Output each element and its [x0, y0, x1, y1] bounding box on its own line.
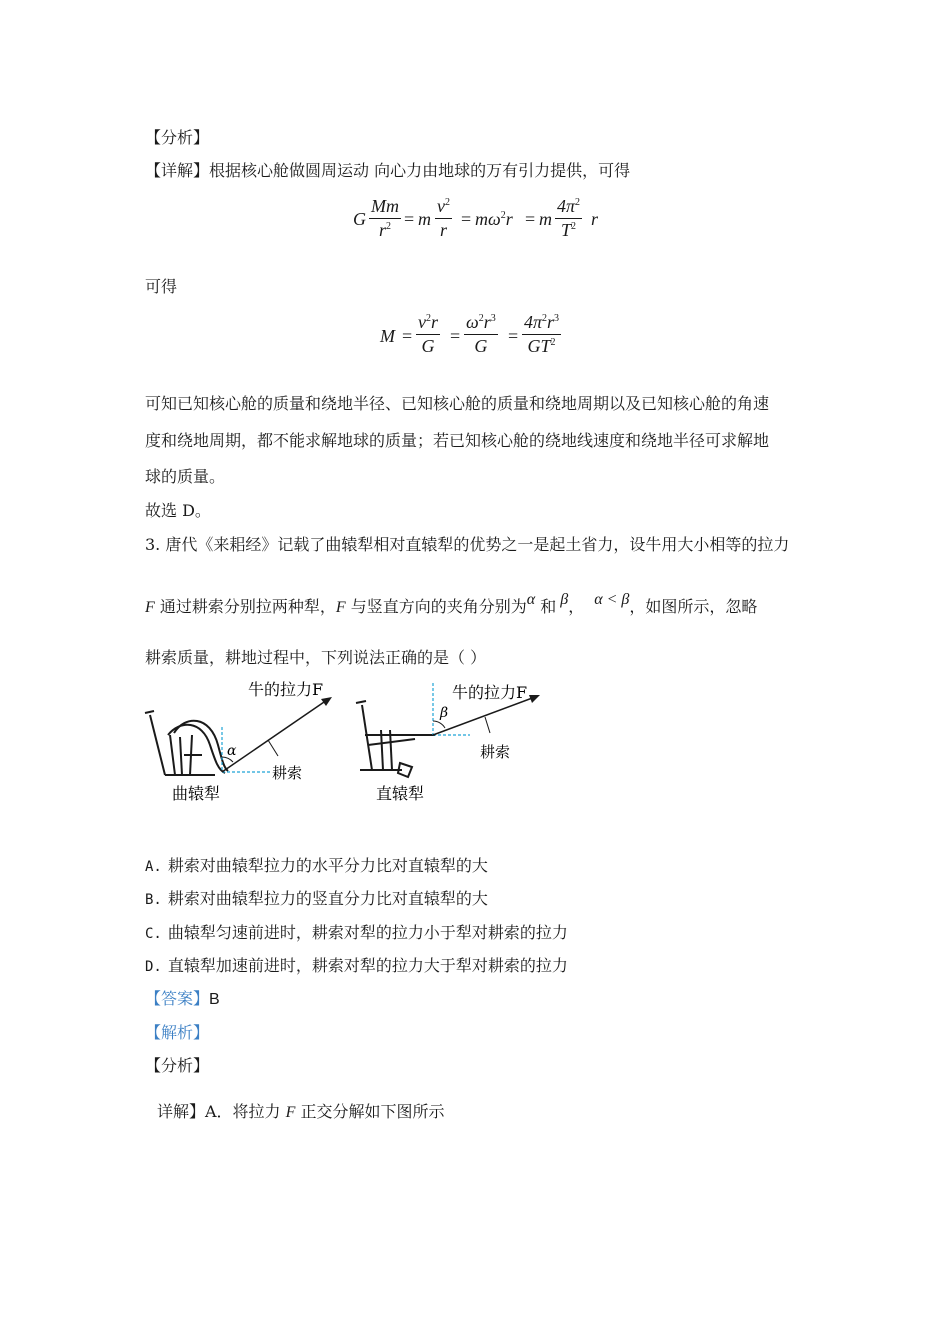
option-b-label: B. — [145, 892, 162, 908]
option-a-label: A. — [145, 859, 162, 875]
option-c-label: C. — [145, 926, 162, 942]
option-b[interactable] — [145, 889, 488, 910]
q-var-f: F — [145, 599, 155, 616]
conclusion-line-1: 可知已知核心舱的质量和绕地半径、已知核心舱的质量和绕地周期以及已知核心舱的角速 — [145, 394, 770, 413]
straight-force-arrow — [433, 697, 535, 735]
kede-text: 可得 — [145, 277, 178, 296]
q-inequality: α < β — [594, 591, 630, 608]
question-line-2 — [145, 591, 758, 618]
conclusion-line-2: 度和绕地周期，都不能求解地球的质量；若已知核心舱的绕地线速度和绕地半径可求解地 — [145, 431, 770, 450]
option-c[interactable] — [145, 923, 568, 944]
q-text-he: 和 — [535, 597, 557, 616]
question-line-3: 耕索质量，耕地过程中，下列说法正确的是（ ） — [145, 648, 487, 667]
analysis-tag: 【分析】 — [145, 128, 210, 147]
q-beta: β — [560, 591, 569, 608]
plough-figure — [140, 675, 570, 810]
straight-arrowhead — [529, 695, 540, 703]
final-text-b: 正交分解如下图所示 — [295, 1102, 445, 1121]
final-detail-line — [157, 1102, 445, 1123]
beta-arc — [433, 721, 445, 728]
q-text-b: 通过耕索分别拉两种犁， — [154, 597, 336, 616]
final-var-f: F — [285, 1104, 296, 1121]
question-line-1: 3. 唐代《来耜经》记载了曲辕犁相对直辕犁的优势之一是起土省力，设牛用大小相等的拉力 — [145, 535, 790, 554]
curved-angle-label: α — [227, 743, 237, 759]
option-c-text: 曲辕犁匀速前进时，耕索对犁的拉力小于犁对耕索的拉力 — [167, 923, 568, 942]
answer-tag: 【答案】 — [145, 989, 210, 1008]
option-a-text: 耕索对曲辕犁拉力的水平分力比对直辕犁的大 — [167, 856, 488, 875]
option-d-text: 直辕犁加速前进时，耕索对犁的拉力大于犁对耕索的拉力 — [167, 956, 568, 975]
jiexi-tag: 【解析】 — [145, 1023, 210, 1042]
curved-plough-drawing — [145, 711, 228, 775]
analysis-tag-2: 【分析】 — [145, 1056, 210, 1075]
detail-line — [145, 161, 630, 181]
option-d[interactable] — [145, 956, 568, 977]
straight-rope-leader — [485, 717, 490, 733]
q-alpha: α — [526, 591, 536, 608]
q-text-e: ，如图所示，忽略 — [629, 597, 758, 616]
answer-value: B — [209, 991, 220, 1008]
curved-force-label: 牛的拉力F — [248, 680, 324, 699]
final-text-a: 详解】A．将拉力 — [157, 1102, 286, 1121]
straight-angle-label: β — [440, 705, 449, 721]
straight-force-label: 牛的拉力F — [452, 683, 528, 702]
option-d-label: D. — [145, 959, 162, 975]
straight-plough-drawing — [356, 701, 435, 777]
answer-line — [145, 989, 220, 1010]
option-b-text: 耕索对曲辕犁拉力的竖直分力比对直辕犁的大 — [167, 889, 488, 908]
straight-rope-label: 耕索 — [480, 743, 511, 761]
q-var-f2: F — [335, 599, 346, 616]
curved-caption: 曲辕犁 — [172, 784, 221, 803]
conclusion-line-3: 球的质量。 — [145, 467, 226, 486]
q-comma: ， — [568, 597, 585, 616]
detail-tag: 【详解】 — [145, 161, 210, 180]
q-text-d: 与竖直方向的夹角分别为 — [345, 597, 527, 616]
detail-text: 根据核心舱做圆周运动 向心力由地球的万有引力提供，可得 — [209, 161, 631, 180]
straight-caption: 直辕犁 — [376, 784, 425, 803]
curved-rope-leader — [268, 740, 278, 756]
option-a[interactable] — [145, 856, 488, 877]
choice-line: 故选 D。 — [145, 501, 211, 520]
curved-rope-label: 耕索 — [272, 764, 303, 782]
curved-force-arrow — [222, 700, 327, 772]
